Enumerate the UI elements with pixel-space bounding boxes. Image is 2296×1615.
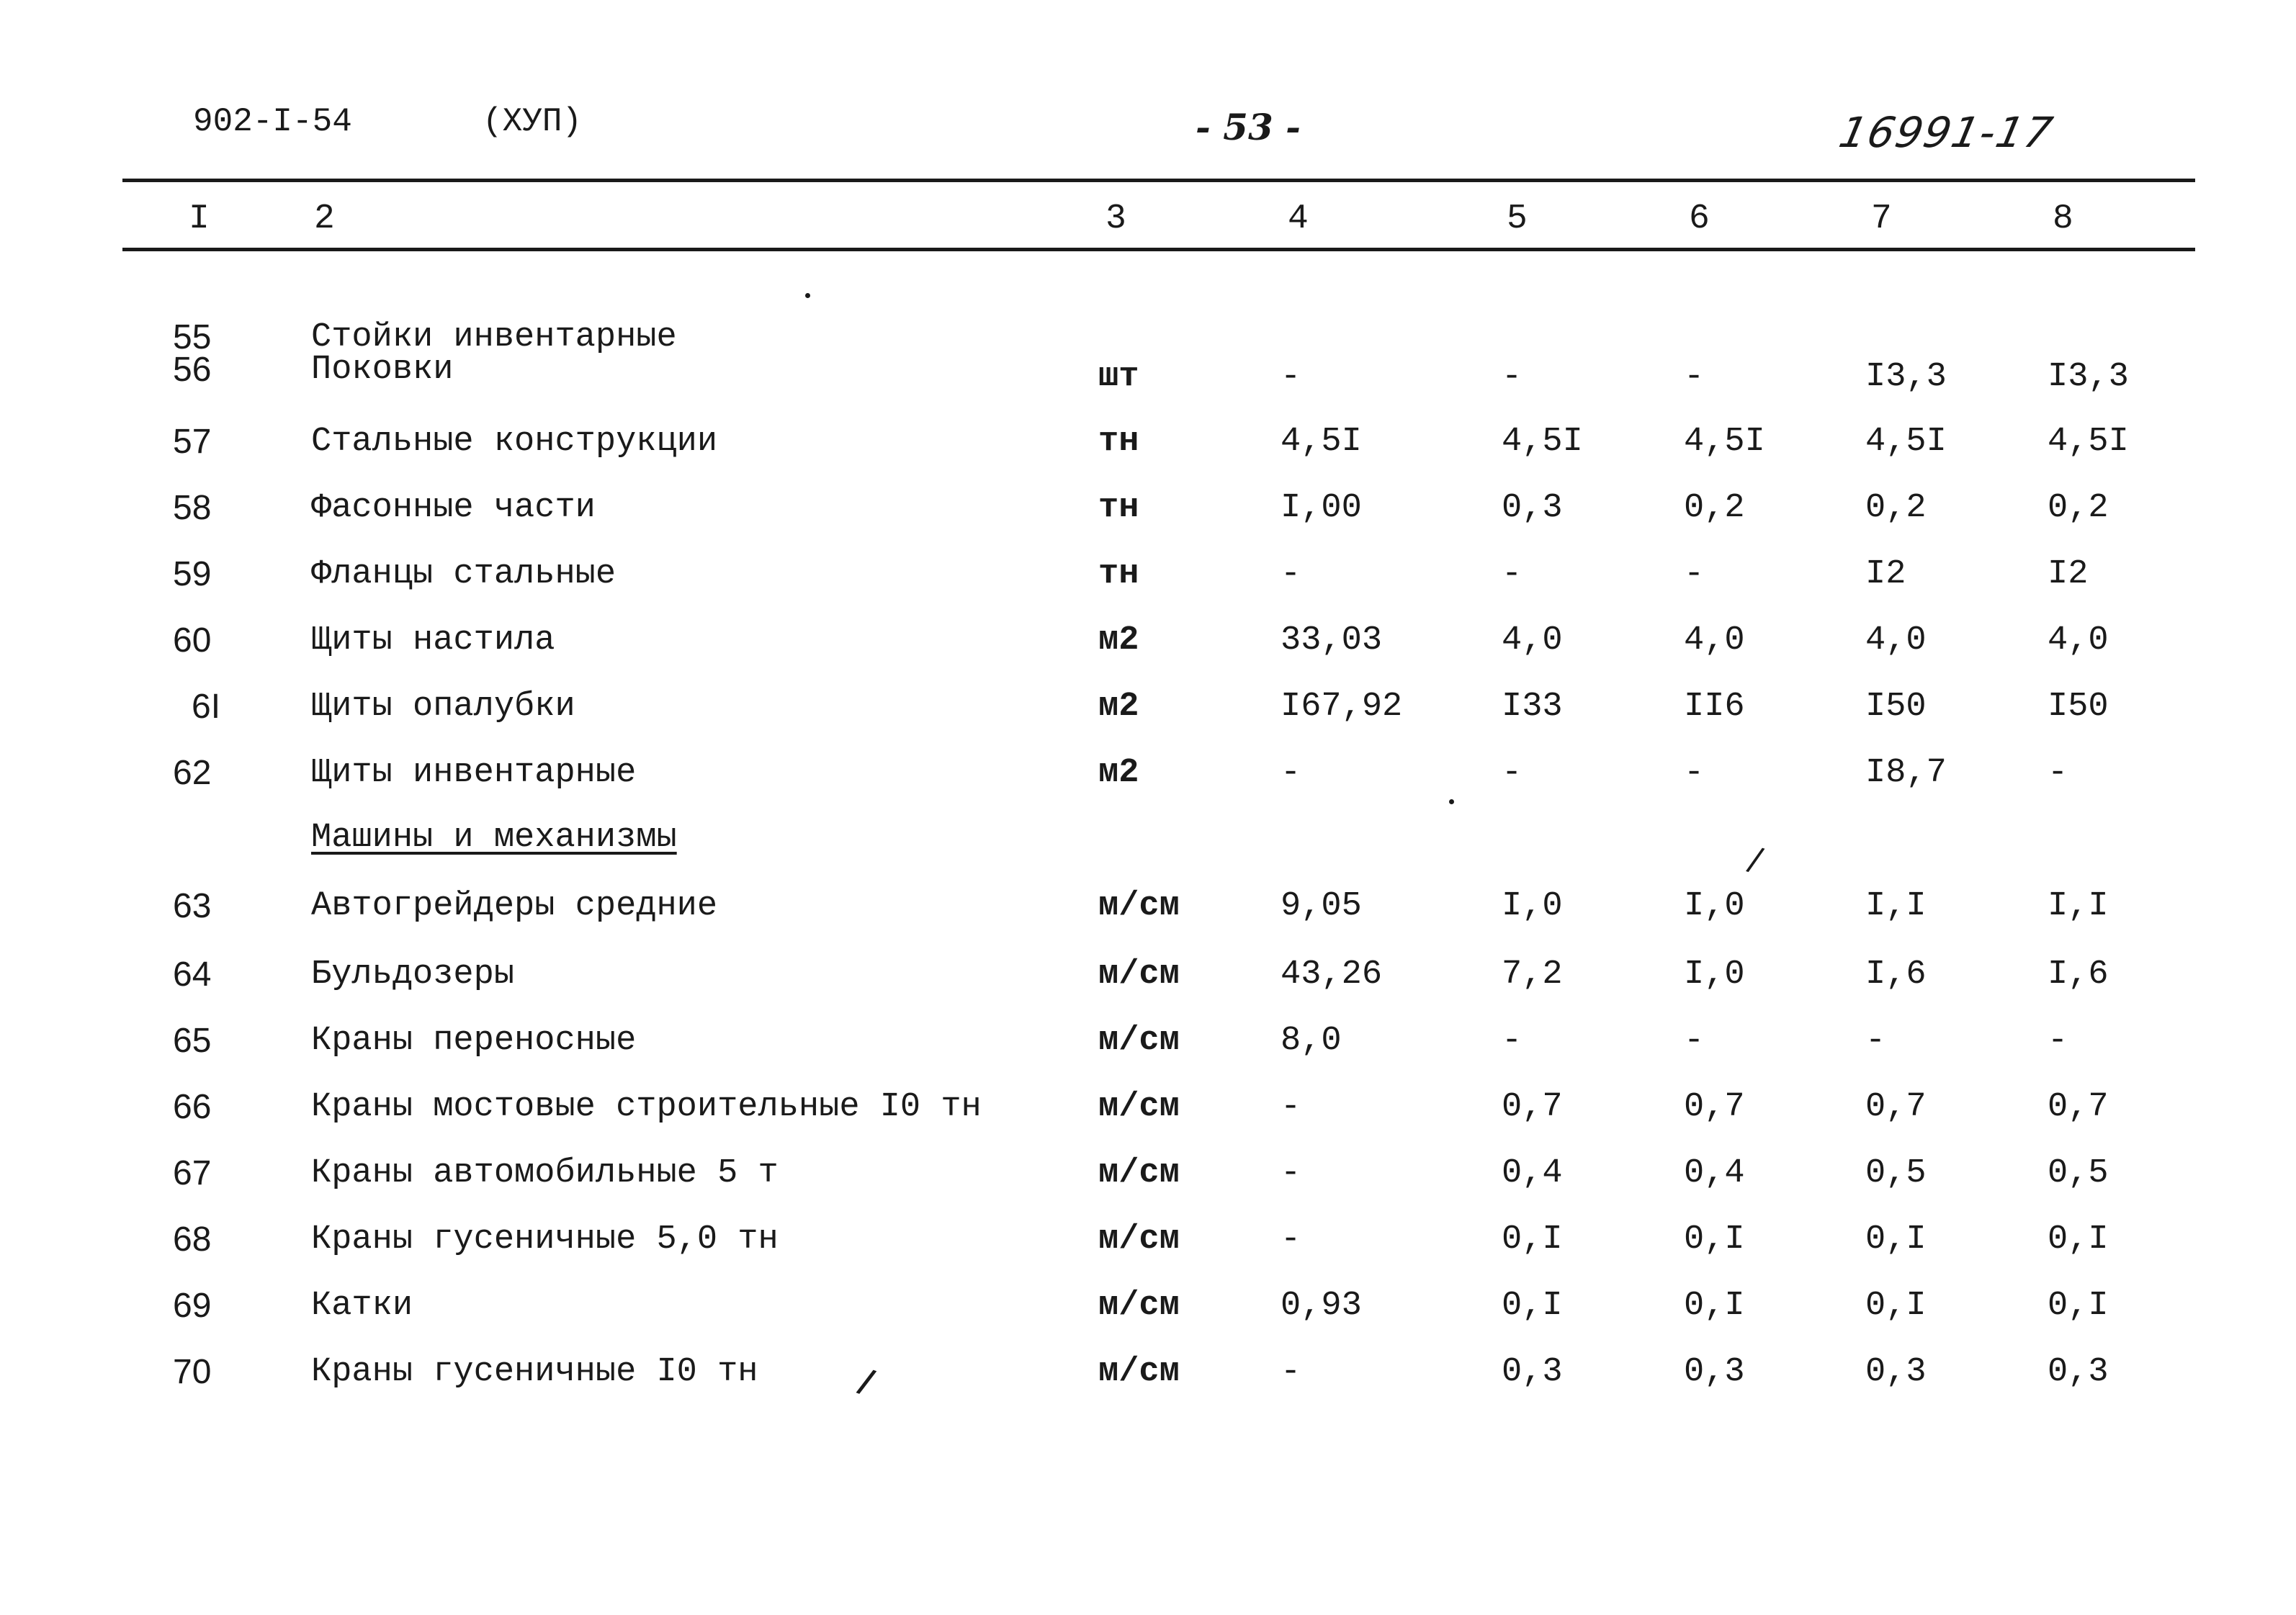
row-value-col8: 0,I [2048,1287,2109,1325]
row-value-col5: - [1502,1022,1523,1060]
row-value-col7: 0,5 [1865,1154,1927,1192]
row-value-col8: 0,I [2048,1220,2109,1259]
row-unit: тн [1098,423,1139,461]
row-name: Щиты настила [311,621,555,660]
table-row [0,1353,2296,1402]
column-number-2: 2 [314,199,335,238]
row-value-col4: 8,0 [1281,1022,1342,1060]
row-value-col8: 4,5I [2048,423,2129,461]
row-unit: м/см [1098,1287,1180,1325]
row-name: Краны мостовые строительные I0 тн [311,1088,982,1126]
row-value-col7: I50 [1865,688,1927,726]
table-row [0,1156,2296,1200]
row-number: 55 [173,318,212,356]
row-value-col4: - [1281,754,1301,792]
table-row [0,557,2296,600]
row-number: 65 [173,1022,212,1060]
row-value-col5: 0,I [1502,1220,1563,1259]
row-value-col4: 33,03 [1281,621,1383,660]
row-value-col6: II6 [1684,688,1745,726]
page-number: - 53 - [1196,106,1301,148]
row-number: 58 [173,489,212,527]
row-value-col4: 43,26 [1281,955,1383,994]
table-row [0,955,2296,1001]
row-unit: тн [1098,489,1139,527]
row-value-col7: I,6 [1865,955,1927,994]
row-unit: м/см [1098,1353,1180,1391]
row-name: Щиты инвентарные [311,754,637,792]
row-value-col6: 0,3 [1684,1353,1745,1391]
row-number: 6I [192,688,221,726]
row-name: Стойки инвентарные [311,318,677,356]
row-unit: тн [1098,555,1139,593]
row-unit: м/см [1098,1220,1180,1259]
row-value-col6: - [1684,754,1705,792]
row-value-col7: I8,7 [1865,754,1947,792]
row-value-col7: 0,I [1865,1287,1927,1325]
row-value-col6: 0,I [1684,1220,1745,1259]
row-value-col7: 4,5I [1865,423,1947,461]
row-value-col7: I,I [1865,887,1927,925]
header-rule-bottom [122,248,2195,251]
section-heading: Машины и механизмы [311,819,677,857]
row-value-col5: - [1502,555,1523,593]
row-unit: м2 [1098,688,1139,726]
row-value-col6: 0,2 [1684,489,1745,527]
row-value-col7: I3,3 [1865,358,1947,396]
document-code: 902-I-54 [193,103,352,140]
row-value-col8: I3,3 [2048,358,2129,396]
row-value-col5: 0,3 [1502,1353,1563,1391]
check-mark: / [854,1360,879,1402]
row-number: 56 [173,351,212,389]
row-value-col6: - [1684,555,1705,593]
row-value-col8: 0,7 [2048,1088,2109,1126]
row-value-col8: 0,2 [2048,489,2109,527]
row-value-col5: 0,3 [1502,489,1563,527]
row-name: Бульдозеры [311,955,515,994]
row-unit: м/см [1098,1154,1180,1192]
column-number-5: 5 [1507,199,1528,238]
row-value-col7: 0,7 [1865,1088,1927,1126]
row-value-col6: - [1684,1022,1705,1060]
row-value-col4: - [1281,1353,1301,1391]
row-value-col8: I50 [2048,688,2109,726]
table-row [0,1289,2296,1332]
row-name: Краны автомобильные 5 т [311,1154,779,1192]
row-value-col7: 0,3 [1865,1353,1927,1391]
row-value-col8: I2 [2048,555,2089,593]
column-number-6: 6 [1689,199,1710,238]
table-row [0,889,2296,932]
row-value-col6: 0,I [1684,1287,1745,1325]
scan-speck [805,293,810,298]
row-value-col7: I2 [1865,555,1906,593]
document-part: (ХУП) [483,103,583,140]
row-unit: м/см [1098,887,1180,925]
row-value-col4: 9,05 [1281,887,1362,925]
scan-speck [1449,799,1454,804]
column-number-8: 8 [2053,199,2073,238]
row-number: 69 [173,1287,212,1325]
row-name: Катки [311,1287,413,1325]
row-value-col4: I67,92 [1281,688,1403,726]
row-value-col6: 4,5I [1684,423,1765,461]
row-name: Автогрейдеры средние [311,887,718,925]
header-rule-top [122,179,2195,182]
row-value-col7: - [1865,1022,1886,1060]
table-row [0,1090,2296,1133]
table-row [0,621,2296,667]
row-value-col6: I,0 [1684,887,1745,925]
row-value-col5: - [1502,754,1523,792]
row-name: Фланцы стальные [311,555,616,593]
row-value-col4: I,00 [1281,489,1362,527]
row-value-col8: 0,5 [2048,1154,2109,1192]
row-unit: м/см [1098,1088,1180,1126]
row-number: 62 [173,754,212,792]
row-value-col4: - [1281,1154,1301,1192]
row-unit: м2 [1098,754,1139,792]
row-number: 60 [173,621,212,660]
row-value-col5: 4,5I [1502,423,1583,461]
table-row [0,1024,2296,1067]
row-value-col5: 0,4 [1502,1154,1563,1192]
row-value-col8: - [2048,754,2068,792]
row-value-col8: 0,3 [2048,1353,2109,1391]
table-row [0,491,2296,534]
row-name: Краны гусеничные I0 тн [311,1353,758,1391]
row-name: Краны гусеничные 5,0 тн [311,1220,779,1259]
row-value-col6: - [1684,358,1705,396]
row-value-col6: 0,7 [1684,1088,1745,1126]
row-value-col5: 0,7 [1502,1088,1563,1126]
row-number: 63 [173,887,212,925]
row-value-col7: 0,I [1865,1220,1927,1259]
table-row [0,353,2296,396]
table-row [0,756,2296,799]
table-row [0,690,2296,733]
row-value-col6: I,0 [1684,955,1745,994]
row-value-col6: 0,4 [1684,1154,1745,1192]
row-number: 67 [173,1154,212,1192]
check-mark: / [1744,838,1767,880]
row-name: Поковки [311,351,454,389]
row-value-col8: 4,0 [2048,621,2109,660]
column-number-4: 4 [1288,199,1309,238]
row-value-col5: 7,2 [1502,955,1563,994]
row-number: 68 [173,1220,212,1259]
column-number-1: I [189,199,210,238]
row-number: 57 [173,423,212,461]
row-value-col8: - [2048,1022,2068,1060]
row-value-col7: 4,0 [1865,621,1927,660]
row-value-col5: 4,0 [1502,621,1563,660]
row-name: Стальные конструкции [311,423,718,461]
row-value-col5: I,0 [1502,887,1563,925]
row-value-col5: I33 [1502,688,1563,726]
row-name: Щиты опалубки [311,688,575,726]
row-number: 66 [173,1088,212,1126]
row-unit: м/см [1098,1022,1180,1060]
row-name: Фасонные части [311,489,596,527]
column-number-7: 7 [1871,199,1892,238]
row-value-col4: 4,5I [1281,423,1362,461]
row-unit: шт [1098,358,1139,396]
row-unit: м/см [1098,955,1180,994]
row-number: 70 [173,1353,212,1391]
inventory-number: 16991-17 [1834,108,2058,157]
table-row [0,425,2296,468]
row-number: 64 [173,955,212,994]
row-value-col8: I,6 [2048,955,2109,994]
row-value-col6: 4,0 [1684,621,1745,660]
row-value-col5: 0,I [1502,1287,1563,1325]
row-unit: м2 [1098,621,1139,660]
column-number-3: 3 [1106,199,1126,238]
row-value-col4: - [1281,1220,1301,1259]
row-value-col4: 0,93 [1281,1287,1362,1325]
row-value-col8: I,I [2048,887,2109,925]
table-row [0,1220,2296,1266]
row-value-col4: - [1281,358,1301,396]
row-number: 59 [173,555,212,593]
row-value-col7: 0,2 [1865,489,1927,527]
row-value-col5: - [1502,358,1523,396]
row-name: Краны переносные [311,1022,637,1060]
row-value-col4: - [1281,555,1301,593]
row-value-col4: - [1281,1088,1301,1126]
